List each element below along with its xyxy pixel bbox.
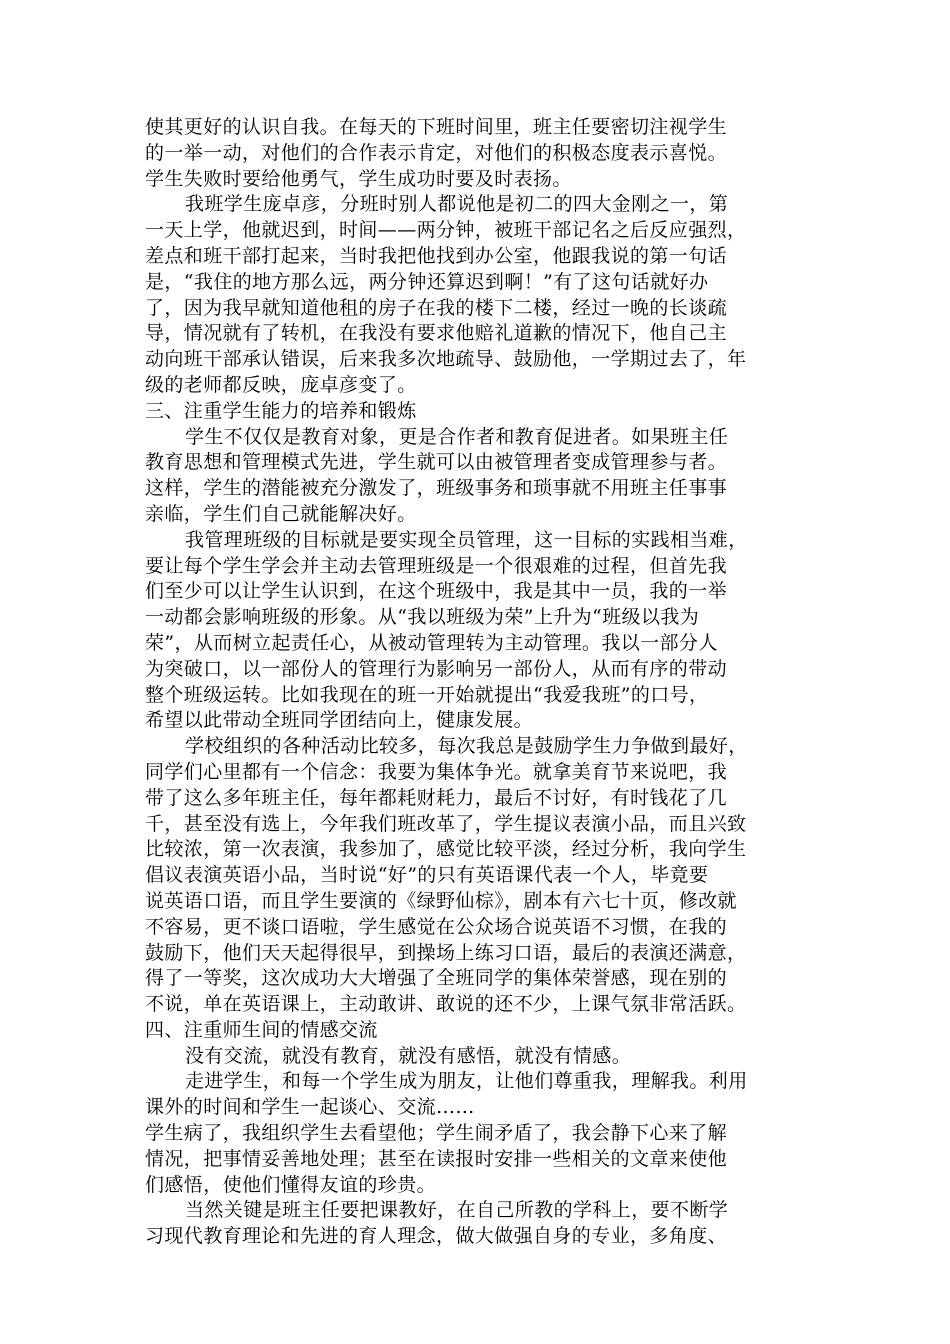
text-line: 带了这么多年班主任，每年都耗财耗力，最后不讨好，有时钱花了几 <box>145 786 728 809</box>
text-line: 使其更好的认识自我。在每天的下班时间里，班主任要密切注视学生 <box>145 116 728 138</box>
text-line: 要让每个学生学会并主动去管理班级是一个很艰难的过程，但首先我 <box>145 554 728 577</box>
text-line: 千，甚至没有选上，今年我们班改革了，学生提议表演小品，而且兴致 <box>145 812 747 835</box>
text-line: 差点和班干部打起来，当时我把他找到办公室，他跟我说的第一句话 <box>145 244 728 267</box>
text-line: 我管理班级的目标就是要实现全员管理，这一目标的实践相当难， <box>185 528 748 551</box>
text-line: 鼓励下，他们天天起得很早，到操场上练习口语，最后的表演还满意， <box>145 941 747 964</box>
text-line: 走进学生，和每一个学生成为朋友，让他们尊重我，理解我。利用 <box>185 1070 748 1093</box>
text-line: 教育思想和管理模式先进，学生就可以由被管理者变成管理参与者。 <box>145 451 728 474</box>
text-line: 学校组织的各种活动比较多，每次我总是鼓励学生力争做到最好， <box>185 735 748 758</box>
text-line: 比较浓，第一次表演，我参加了，感觉比较平淡，经过分析，我向学生 <box>145 838 747 861</box>
text-line: 希望以此带动全班同学团结向上，健康发展。 <box>145 709 534 732</box>
section-heading: 三、注重学生能力的培养和锻炼 <box>145 399 417 422</box>
text-line: 得了一等奖，这次成功大大增强了全班同学的集体荣誉感，现在别的 <box>145 967 728 990</box>
text-line: 导，情况就有了转机，在我没有要求他赔礼道歉的情况下，他自己主 <box>145 322 728 345</box>
text-line: 们至少可以让学生认识到，在这个班级中，我是其中一员，我的一举 <box>145 580 728 603</box>
text-line: 课外的时间和学生一起谈心、交流…… <box>145 1096 475 1119</box>
section-heading: 四、注重师生间的情感交流 <box>145 1018 378 1041</box>
text-line: 亲临，学生们自己就能解决好。 <box>145 502 417 525</box>
text-line: 不容易，更不谈口语啦，学生感觉在公众场合说英语不习惯，在我的 <box>145 915 728 938</box>
text-line: 这样，学生的潜能被充分激发了，班级事务和琐事就不用班主任事事 <box>145 477 728 500</box>
text-line: 级的老师都反映，庞卓彦变了。 <box>145 373 417 396</box>
text-line: 同学们心里都有一个信念：我要为集体争光。就拿美育节来说吧，我 <box>145 760 728 783</box>
text-line: 们感悟，使他们懂得友谊的珍贵。 <box>145 1173 437 1196</box>
text-line: 一天上学，他就迟到，时间——两分钟，被班干部记名之后反应强烈， <box>145 219 747 242</box>
text-line: 学生不仅仅是教育对象，更是合作者和教育促进者。如果班主任 <box>185 425 729 448</box>
text-line: 荣”，从而树立起责任心，从被动管理转为主动管理。我以一部分人 <box>145 631 718 654</box>
text-line: 是，“我住的地方那么远，两分钟还算迟到啊！”有了这句话就好办 <box>145 270 709 293</box>
text-line: 倡议表演英语小品，当时说“好”的只有英语课代表一个人，毕竟要 <box>145 864 709 887</box>
text-line: 整个班级运转。比如我现在的班一开始就提出“我爱我班”的口号， <box>145 683 709 706</box>
text-line: 情况，把事情妥善地处理；甚至在读报时安排一些相关的文章来使他 <box>145 1147 728 1170</box>
text-line: 为突破口，以一部份人的管理行为影响另一部份人，从而有序的带动 <box>145 657 728 680</box>
text-line: 没有交流，就没有教育，就没有感悟，就没有情感。 <box>185 1044 632 1067</box>
text-line: 动向班干部承认错误，后来我多次地疏导、鼓励他，一学期过去了，年 <box>145 348 747 371</box>
text-line: 不说，单在英语课上，主动敢讲、敢说的还不少，上课气氛非常活跃。 <box>145 993 747 1016</box>
document-body <box>145 115 810 1250</box>
text-line: 一动都会影响班级的形象。从“我以班级为荣”上升为“班级以我为 <box>145 606 700 629</box>
text-line: 的一举一动，对他们的合作表示肯定，对他们的积极态度表示喜悦。 <box>145 141 728 164</box>
text-line: 说英语口语，而且学生要演的《绿野仙棕》，剧本有六七十页，修改就 <box>145 889 737 912</box>
text-line: 学生病了，我组织学生去看望他；学生闹矛盾了，我会静下心来了解 <box>145 1122 728 1145</box>
text-line: 习现代教育理论和先进的育人理念，做大做强自身的专业，多角度、 <box>145 1225 728 1248</box>
text-line: 了，因为我早就知道他租的房子在我的楼下二楼，经过一晚的长谈疏 <box>145 296 728 319</box>
text-line: 当然关键是班主任要把课教好，在自己所教的学科上，要不断学 <box>185 1199 729 1222</box>
text-line: 学生失败时要给他勇气，学生成功时要及时表扬。 <box>145 167 572 190</box>
text-line: 我班学生庞卓彦，分班时别人都说他是初二的四大金刚之一，第 <box>185 193 729 216</box>
